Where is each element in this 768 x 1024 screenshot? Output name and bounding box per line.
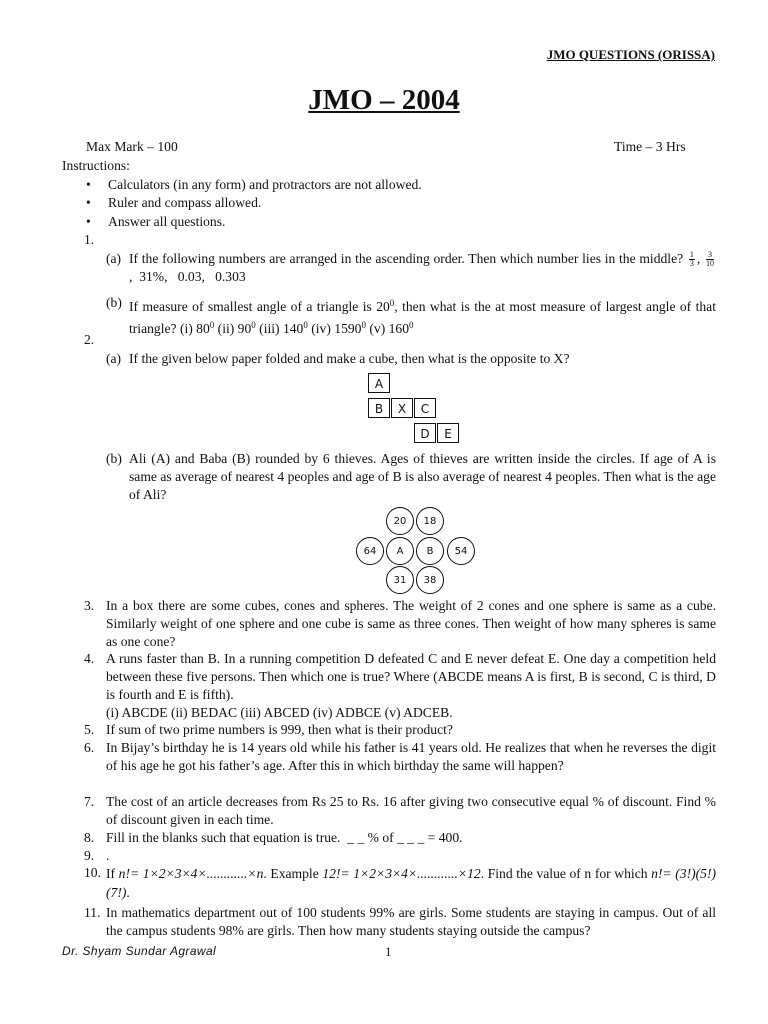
question-text: . Example: [263, 866, 319, 881]
question-text: . Find the value of n for which: [480, 866, 648, 881]
question-number: 6.: [84, 740, 95, 755]
question-10: [84, 864, 716, 902]
baba-circle: B: [416, 537, 444, 565]
question-text: In Bijay’s birthday he is 14 years old while his father is 41 years old. He realizes that when he reverses the digit of his age he got his father’s age. After this in which birthday the same will happen?: [106, 740, 716, 773]
question-number: 7.: [84, 794, 95, 809]
question-text: If measure of smallest angle of a triangle is 20: [129, 299, 390, 314]
question-1a: (a) If the following numbers are arranged in the ascending order. Then which number lies in the middle? $\frac{1}{3}$ , $\frac{3}{10}$ , 31%, 0.03, 0.303: [106, 250, 715, 285]
instructions-heading: Instructions:: [62, 158, 130, 173]
page-title: JMO – 2004: [308, 84, 460, 116]
time-limit: Time – 3 Hrs: [614, 139, 686, 154]
net-cell: X: [391, 398, 413, 418]
degree-sup: 0: [389, 298, 395, 308]
question-text: If sum of two prime numbers is 999, then what is their product?: [106, 722, 453, 737]
header-source: JMO QUESTIONS (ORISSA): [546, 47, 715, 62]
sub-label: (b): [106, 451, 122, 466]
question-number: 9.: [84, 848, 95, 863]
degree-sup: 0: [209, 320, 215, 330]
net-cell: B: [368, 398, 390, 418]
thief-circle: 31: [386, 566, 414, 594]
question-1b: [106, 294, 716, 338]
question-number: 10.: [84, 865, 101, 880]
question-9: [84, 847, 716, 865]
math-expression: n!= (3!)(5!)(7!): [106, 866, 716, 900]
net-cell: A: [368, 373, 390, 393]
degree-sup: 0: [303, 320, 308, 330]
question-number: 4.: [84, 651, 95, 666]
question-text: In mathematics department out of 100 students 99% are girls. Some students are staying in campus. Out of all the campus students 98% are girls. Then how many students staying outside the campus?: [106, 905, 716, 938]
question-8: [84, 829, 716, 847]
thief-circle: 54: [447, 537, 475, 565]
sub-label: (b): [106, 295, 122, 310]
question-3: [84, 597, 716, 651]
question-text: If the given below paper folded and make a cube, then what is the opposite to X?: [129, 351, 570, 366]
question-text: (iv) 1590: [307, 321, 362, 336]
question-text: (ii) 90: [214, 321, 252, 336]
question-6: [84, 739, 716, 775]
question-number: 8.: [84, 830, 95, 845]
fraction: $\frac{1}{3}$: [689, 250, 694, 269]
net-cell: E: [437, 423, 459, 443]
question-text: A runs faster than B. In a running competition D defeated C and E never defeat E. One day a competition held between these five persons. Then which one is true? Where (ABCDE means A is first, B is second, C is third, D is fourth and E is fifth).: [106, 651, 716, 702]
question-text: If: [106, 866, 116, 881]
question-number: 1.: [84, 232, 95, 247]
question-number: 5.: [84, 722, 95, 737]
question-2a: [106, 350, 716, 368]
thief-circle: 64: [356, 537, 384, 565]
sub-label: (a): [106, 251, 122, 266]
question-11: [84, 904, 716, 940]
question-text: The cost of an article decreases from Rs 25 to Rs. 16 after giving two consecutive equal % of discount. Find % of discount given in each time.: [106, 794, 716, 827]
question-text: In a box there are some cubes, cones and spheres. The weight of 2 cones and one sphere is same as a cube. Similarly weight of one sphere and one cube is same as three cones. Then weight of how many spheres is same as one cone?: [106, 598, 716, 649]
math-expression: n!= 1×2×3×4×............×n: [118, 866, 264, 881]
degree-sup: 0: [251, 320, 256, 330]
thief-circle: 18: [416, 507, 444, 535]
question-5: [84, 721, 716, 739]
question-4: [84, 650, 716, 722]
question-text: .: [106, 848, 110, 863]
thief-circle: 20: [386, 507, 414, 535]
fraction: $\frac{3}{10}$: [706, 250, 715, 269]
thief-circle: 38: [416, 566, 444, 594]
max-mark: Max Mark – 100: [86, 139, 178, 154]
net-cell: C: [414, 398, 436, 418]
question-number: 2.: [84, 332, 95, 347]
net-cell: D: [414, 423, 436, 443]
sub-label: (a): [106, 351, 122, 366]
math-expression: 12!= 1×2×3×4×............×12: [322, 866, 481, 881]
page-number: 1: [385, 944, 392, 959]
question-number: 3.: [84, 598, 95, 613]
question-text: If the following numbers are arranged in the ascending order. Then which number lies in the middle?: [129, 251, 684, 266]
number-list: 31%, 0.03, 0.303: [139, 269, 246, 285]
question-text: .: [126, 885, 130, 900]
question-2b: [106, 450, 716, 504]
ali-circle: A: [386, 537, 414, 565]
question-text: , then what is the at most measure of largest angle of that triangle? (i) 80: [129, 299, 716, 336]
question-text: Fill in the blanks such that equation is true. _ _ % of _ _ _ = 400.: [106, 830, 463, 845]
answer-options: (i) ABCDE (ii) BEDAC (iii) ABCED (iv) ADBCE (v) ADCEB.: [106, 705, 453, 720]
question-7: [84, 793, 716, 829]
footer-author: Dr. Shyam Sundar Agrawal: [62, 944, 217, 958]
question-text: Ali (A) and Baba (B) rounded by 6 thieves. Ages of thieves are written inside the circles. If age of A is same as average of nearest 4 peoples and age of B is also average of nearest 4 peoples. Then what is the age of Ali?: [129, 451, 716, 502]
degree-sup: 0: [409, 320, 414, 330]
question-text: (v) 160: [365, 321, 410, 336]
degree-sup: 0: [361, 320, 366, 330]
question-text: (iii) 140: [255, 321, 304, 336]
question-number: 11.: [84, 905, 101, 920]
